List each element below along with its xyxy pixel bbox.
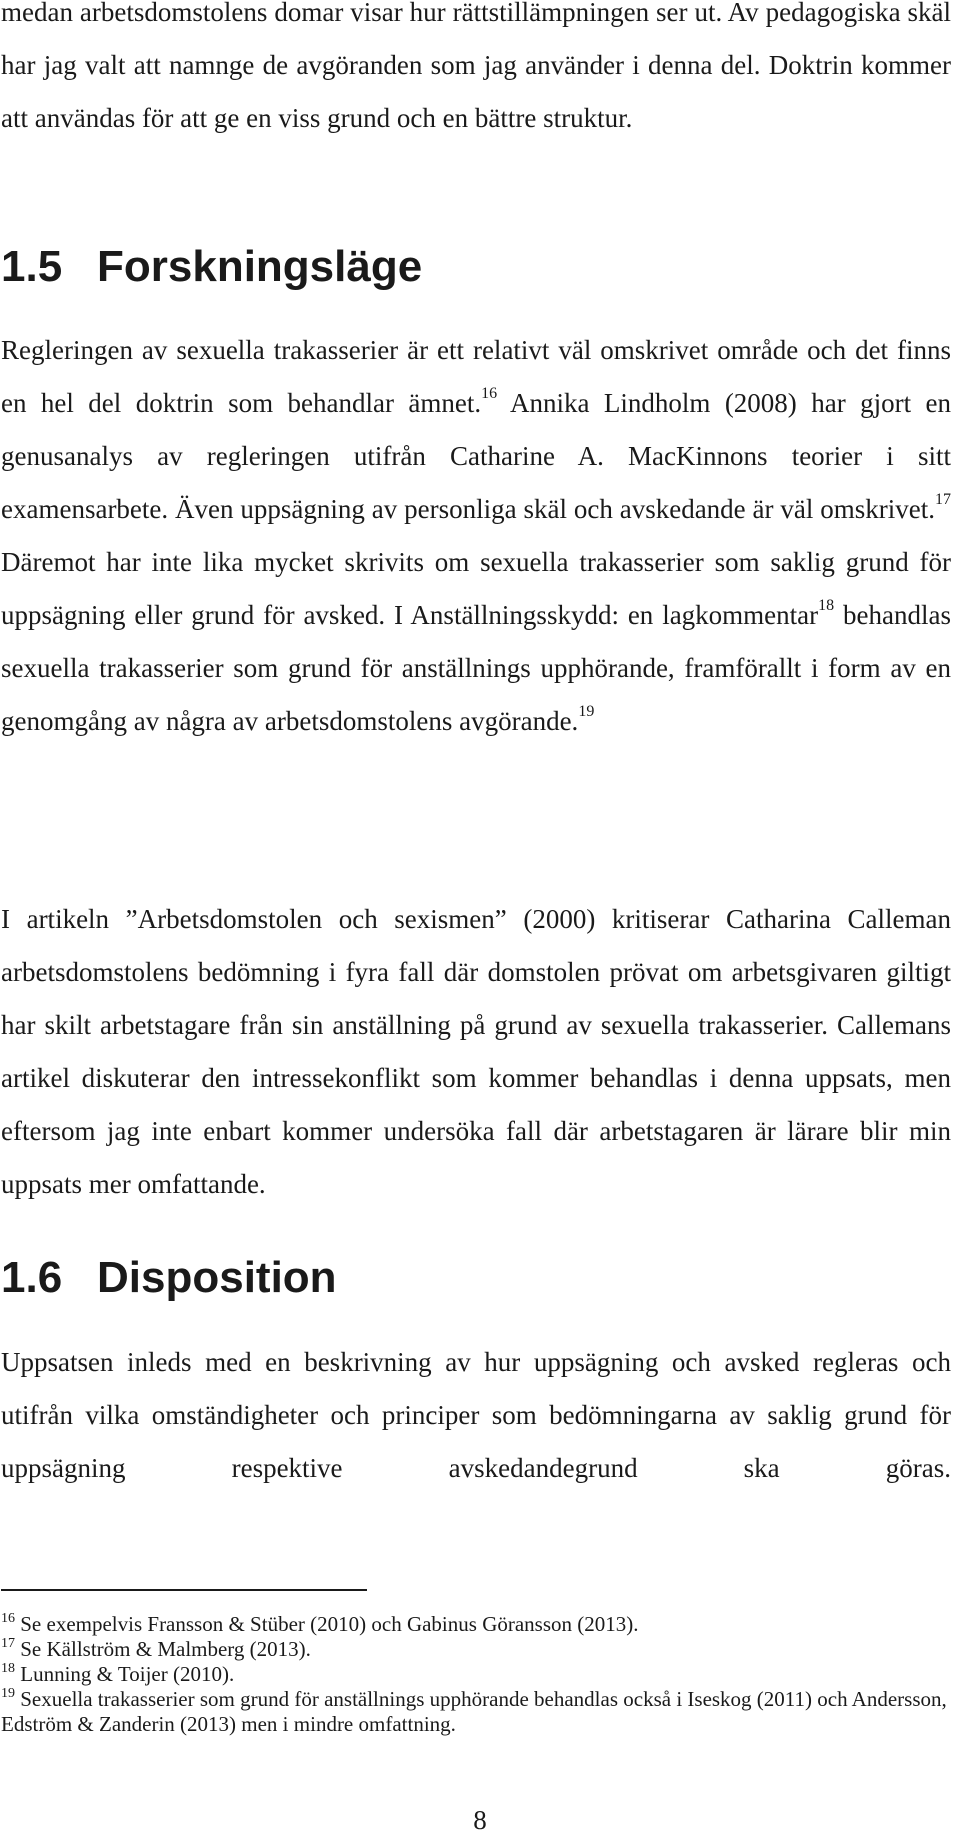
footnote-number: 19: [1, 1686, 15, 1701]
disposition-paragraph: Uppsatsen inleds med en beskrivning av hur uppsägning och avsked regleras och utifrån vilka omständigheter och principer som bedömningarna av saklig grund för uppsägning respektive avskedandegrund ska göras.: [1, 1347, 951, 1483]
section-number: 1.6: [1, 1253, 63, 1302]
section-number: 1.5: [1, 242, 63, 291]
footnote-18: [1, 1662, 951, 1687]
footnote-number: 16: [1, 1611, 15, 1626]
page-number: 8: [473, 1805, 487, 1835]
footnote-text: Se exempelvis Fransson & Stüber (2010) och Gabinus Göransson (2013).: [15, 1612, 639, 1636]
footnote-ref-18[interactable]: 18: [818, 597, 835, 614]
footnote-19: [1, 1687, 951, 1737]
footnote-16: [1, 1612, 951, 1637]
footnote-text: Lunning & Toijer (2010).: [15, 1662, 235, 1686]
paragraph-text: Regleringen av sexuella trakasserier är ett relativt väl omskrivet område och det finns en hel del doktrin som behandlar ämnet.: [1, 335, 951, 418]
paragraph-text: Däremot har inte lika mycket skrivits om sexuella trakasserier som saklig grund för uppsägning eller grund för avsked. I Anställningsskydd: en lagkommentar: [1, 547, 951, 630]
footnote-ref-16[interactable]: 16: [481, 385, 498, 402]
article-paragraph: I artikeln ”Arbetsdomstolen och sexismen” (2000) kritiserar Catharina Calleman arbetsdomstolens bedömning i fyra fall där domstolen prövat om arbetsgivaren giltigt har skilt arbetstagare från sin anställning på grund av sexuella trakasserier. Callemans artikel diskuterar den intressekonflikt som kommer behandlas i denna uppsats, men eftersom jag inte enbart kommer undersöka fall där arbetstagaren är lärare blir min uppsats mer omfattande.: [1, 904, 951, 1199]
footnote-number: 17: [1, 1636, 15, 1651]
footnote-text: Sexuella trakasserier som grund för anställnings upphörande behandlas också i Iseskog (2011) och Andersson, Edström & Zanderin (2013) men i mindre omfattning.: [1, 1687, 947, 1736]
footnote-ref-17[interactable]: 17: [935, 491, 951, 508]
research-paragraph: [1, 324, 951, 748]
section-heading-disposition: [1, 1253, 337, 1303]
section-heading-forskningslage: [1, 242, 422, 292]
footnotes: [1, 1612, 951, 1737]
footnote-17: [1, 1637, 951, 1662]
footnote-separator: [1, 1589, 367, 1591]
section-title: Disposition: [97, 1253, 337, 1302]
section-title: Forskningsläge: [97, 242, 423, 291]
footnote-number: 18: [1, 1661, 15, 1676]
paragraph-text: behandlas sexuella trakasserier som grund för anställnings upphörande, framförallt i form av en genomgång av några av arbetsdomstolens avgörande.: [1, 600, 951, 736]
intro-paragraph: medan arbetsdomstolens domar visar hur rättstillämpningen ser ut. Av pedagogiska skäl har jag valt att namnge de avgöranden som jag använder i denna del. Doktrin kommer att användas för att ge en viss grund och en bättre struktur.: [1, 0, 951, 133]
footnote-ref-19[interactable]: 19: [578, 703, 595, 720]
paragraph-text: Annika Lindholm (2008) har gjort en genusanalys av regleringen utifrån Catharine A. MacKinnons teorier i sitt examensarbete. Även uppsägning av personliga skäl och avskedande är väl omskrivet.: [1, 388, 951, 524]
footnote-text: Se Källström & Malmberg (2013).: [15, 1637, 311, 1661]
